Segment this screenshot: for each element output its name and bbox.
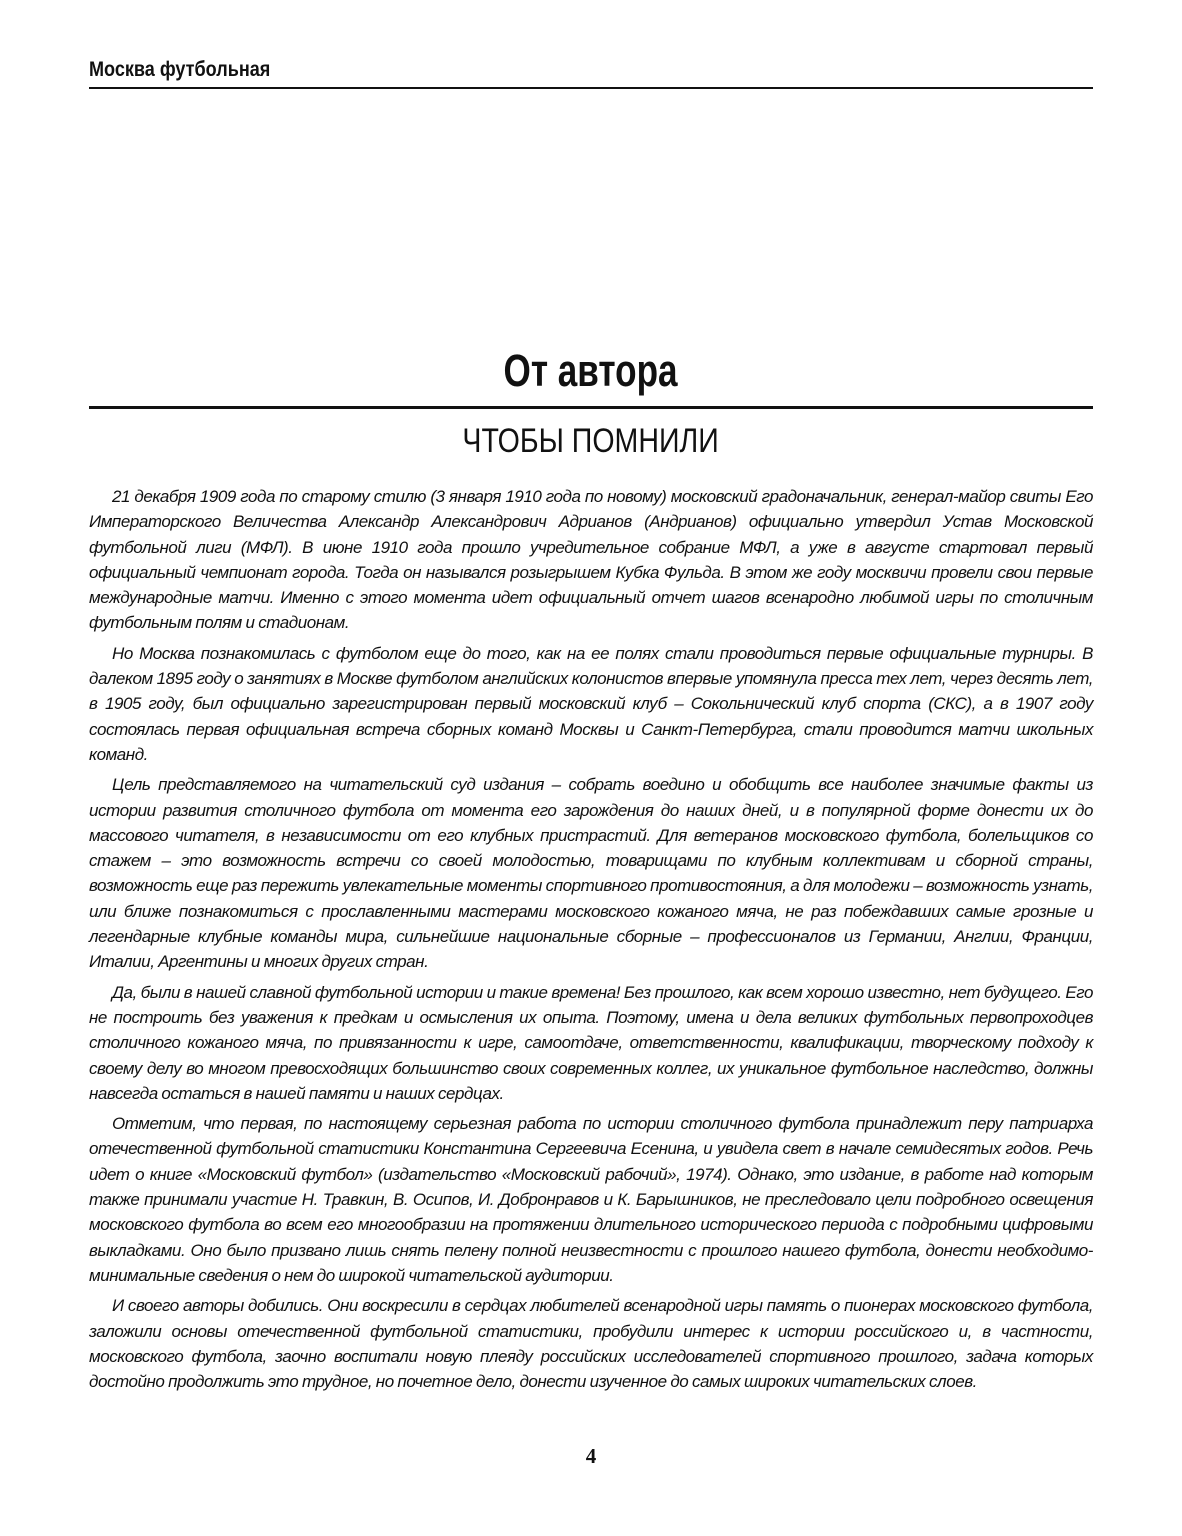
paragraph: Но Москва познакомилась с футболом еще до того, как на ее полях стали проводиться первые официальные турниры. В далеком 1895 году о занятиях в Москве футболом английских колонистов впервые упомянула пресса тех лет, через десять лет, в 1905 году, был официально зарегистрирован первый московский клуб – Сокольнический клуб спорта (СКС), а в 1907 году состоялась первая официальная встреча сборных команд Москвы и Санкт-Петербурга, стали проводится матчи школьных команд.	[89, 643, 1093, 764]
paragraph: Цель представляемого на читательский суд издания – собрать воедино и обобщить все наиболее значимые факты из истории развития столичного футбола от момента его зарождения до наших дней, и в популярной форме донести их до массового читателя, в независимости от его клубных пристрастий. Для ветеранов московского футбола, болельщиков со стажем – это возможность встречи со своей молодостью, товарищами по клубным коллективам и сборной страны, возможность еще раз пережить увлекательные моменты спортивного противостояния, а для молодежи – возможность узнать, или ближе познакомиться с прославленными мастерами московского кожаного мяча, не раз побеждавших самые грозные и легендарные клубные команды мира, сильнейшие национальные сборные – профессионалов из Германии, Англии, Франции, Италии, Аргентины и многих других стран.	[89, 775, 1093, 972]
body-text	[89, 484, 1093, 1399]
paragraph: Отметим, что первая, по настоящему серьезная работа по истории столичного футбола принадлежит перу патриарха отечественной футбольной статистики Константина Сергеевича Есенина, и увидела свет в начале семидесятых годов. Речь идет о книге «Московский футбол» (издательство «Московский рабочий», 1974). Однако, это издание, в работе над которым также принимали участие Н. Травкин, В. Осипов, И. Добронравов и К. Барышников, не преследовало цели подробного освещения московского футбола во всем его многообразии на протяжении длительного исторического периода с подробными цифровыми выкладками. Оно было призвано лишь снять пелену полной неизвестности с прошлого нашего футбола, донести необходимо-минимальные сведения о нем до широкой читательской аудитории.	[89, 1114, 1093, 1285]
header-rule	[89, 87, 1093, 89]
paragraph: 21 декабря 1909 года по старому стилю (3 января 1910 года по новому) московский градоначальник, генерал-майор свиты Его Императорского Величества Александр Александрович Адрианов (Андрианов) официально утвердил Устав Московской футбольной лиги (МФЛ). В июне 1910 года прошло учредительное собрание МФЛ, а уже в августе стартовал первый официальный чемпионат города. Тогда он назывался розыгрышем Кубка Фульда. В этом же году москвичи провели свои первые международные матчи. Именно с этого момента идет официальный отчет шагов всенародно любимой игры по столичным футбольным полям и стадионам.	[89, 487, 1093, 633]
title-rule	[89, 406, 1093, 409]
chapter-title	[89, 340, 1093, 402]
page-number: 4	[585, 1444, 597, 1468]
paragraph: И своего авторы добились. Они воскресили в сердцах любителей всенародной игры память о пионерах московского футбола, заложили основы отечественной футбольной статистики, пробудили интерес к истории российского и, в частности, московского футбола, заочно воспитали новую плеяду российских исследователей спортивного прошлого, задача которых достойно продолжить это трудное, но почетное дело, донести изученное до самых широких читательских слоев.	[89, 1296, 1093, 1392]
chapter-subtitle-text: ЧТОБЫ ПОМНИЛИ	[462, 422, 720, 460]
paragraph: Да, были в нашей славной футбольной истории и такие времена! Без прошлого, как всем хорошо известно, нет будущего. Его не построить без уважения к предкам и осмысления их опыта. Поэтому, имена и дела великих футбольных первопроходцев столичного кожаного мяча, по привязанности к игре, самоотдаче, ответственности, квалификации, творческому подходу к своему делу во многом превосходящих большинство своих современных коллег, их уникальное футбольное наследство, должны навсегда остаться в нашей памяти и наших сердцах.	[89, 982, 1093, 1103]
chapter-subtitle	[89, 418, 1093, 464]
chapter-title-text: От автора	[503, 345, 679, 396]
running-head-title: Москва футбольная	[89, 58, 271, 81]
